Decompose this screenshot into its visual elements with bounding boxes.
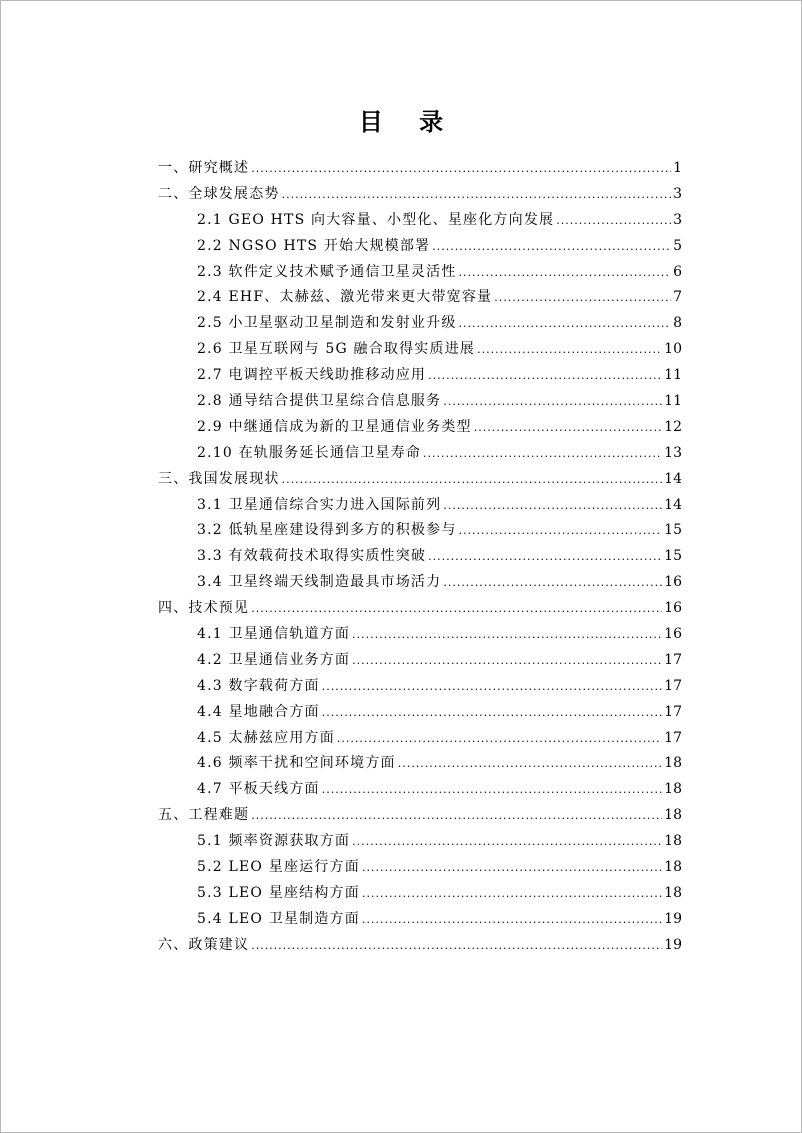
toc-entry[interactable] (158, 544, 682, 570)
toc-entry-label: 3.1 卫星通信综合实力进入国际前列 (197, 496, 442, 513)
toc-entry-label: 2.9 中继通信成为新的卫星通信业务类型 (197, 418, 472, 435)
toc-entry[interactable] (158, 726, 682, 752)
toc-entry[interactable] (158, 907, 682, 933)
toc-entry[interactable] (158, 570, 682, 596)
toc-entry-label: 五、工程难题 (158, 807, 250, 824)
toc-entry-label: 2.10 在轨服务延长通信卫星寿命 (197, 444, 422, 461)
toc-entry-page-number: 16 (664, 574, 682, 591)
toc-entry-page-number: 3 (673, 185, 682, 202)
dot-leader (556, 208, 671, 234)
toc-entry-label: 4.2 卫星通信业务方面 (197, 651, 351, 668)
toc-entry-page-number: 18 (664, 807, 682, 824)
toc-entry-page-number: 16 (664, 626, 682, 643)
toc-entry-page-number: 17 (664, 729, 682, 746)
toc-entry-page-number: 17 (664, 677, 682, 694)
dot-leader (428, 544, 662, 570)
toc-entry-page-number: 17 (664, 651, 682, 668)
toc-entry-label: 4.5 太赫兹应用方面 (197, 729, 335, 746)
toc-entry[interactable] (158, 363, 682, 389)
toc-entry-label: 5.1 频率资源获取方面 (197, 833, 351, 850)
dot-leader (362, 881, 662, 907)
toc-entry[interactable] (158, 389, 682, 415)
toc-entry-page-number: 3 (673, 211, 682, 228)
toc-entry[interactable] (158, 182, 682, 208)
dot-leader (352, 829, 662, 855)
dot-leader (251, 156, 671, 182)
toc-entry-page-number: 15 (664, 522, 682, 539)
dot-leader (352, 648, 662, 674)
toc-title: 目 录 (358, 107, 458, 136)
toc-entry-label: 2.7 电调控平板天线助推移动应用 (197, 367, 427, 384)
toc-entry-label: 4.6 频率干扰和空间环境方面 (197, 755, 396, 772)
toc-entry[interactable] (158, 674, 682, 700)
dot-leader (423, 441, 662, 467)
toc-entry-label: 4.3 数字载荷方面 (197, 677, 320, 694)
dot-leader (477, 337, 662, 363)
toc-entry-label: 2.5 小卫星驱动卫星制造和发射业升级 (197, 315, 457, 332)
toc-entry-label: 2.3 软件定义技术赋予通信卫星灵活性 (197, 263, 457, 280)
toc-entry-label: 5.4 LEO 卫星制造方面 (197, 910, 360, 927)
dot-leader (459, 311, 672, 337)
toc-entry-page-number: 19 (664, 910, 682, 927)
dot-leader (428, 363, 662, 389)
toc-entry-page-number: 18 (664, 755, 682, 772)
dot-leader (352, 622, 662, 648)
dot-leader (459, 260, 672, 286)
toc-entry[interactable] (158, 518, 682, 544)
toc-entry-page-number: 19 (664, 936, 682, 953)
toc-entry[interactable] (158, 622, 682, 648)
toc-entry-label: 3.2 低轨星座建设得到多方的积极参与 (197, 522, 457, 539)
toc-entry[interactable] (158, 415, 682, 441)
toc-entry[interactable] (158, 777, 682, 803)
toc-entry-page-number: 16 (664, 600, 682, 617)
dot-leader (494, 285, 671, 311)
toc-entry[interactable] (158, 260, 682, 286)
dot-leader (443, 570, 662, 596)
toc-entry-label: 2.1 GEO HTS 向大容量、小型化、星座化方向发展 (197, 211, 555, 228)
toc-entry[interactable] (158, 596, 682, 622)
dot-leader (459, 518, 663, 544)
toc-entry-page-number: 18 (664, 884, 682, 901)
dot-leader (282, 182, 671, 208)
toc-entry-label: 5.3 LEO 星座结构方面 (197, 884, 360, 901)
toc-entry-page-number: 13 (664, 444, 682, 461)
toc-entry-label: 3.3 有效载荷技术取得实质性突破 (197, 548, 427, 565)
toc-entry[interactable] (158, 855, 682, 881)
toc-entry-page-number: 11 (664, 367, 682, 384)
toc-entry-label: 2.8 通导结合提供卫星综合信息服务 (197, 393, 442, 410)
dot-leader (432, 234, 671, 260)
dot-leader (322, 700, 662, 726)
toc-entry[interactable] (158, 751, 682, 777)
toc-entry[interactable] (158, 829, 682, 855)
toc-entry[interactable] (158, 285, 682, 311)
toc-entry[interactable] (158, 234, 682, 260)
dot-leader (362, 855, 662, 881)
dot-leader (251, 803, 662, 829)
toc-entry[interactable] (158, 881, 682, 907)
toc-entry-label: 4.4 星地融合方面 (197, 703, 320, 720)
dot-leader (337, 726, 662, 752)
toc-entry[interactable] (158, 803, 682, 829)
toc-entry-label: 二、全球发展态势 (158, 185, 280, 202)
toc-entry[interactable] (158, 700, 682, 726)
toc-entry-page-number: 1 (673, 160, 682, 176)
toc-entry-page-number: 8 (673, 315, 682, 332)
toc-entry[interactable] (158, 337, 682, 363)
toc-entry-page-number: 7 (673, 289, 682, 306)
toc-entry-page-number: 5 (673, 237, 682, 254)
toc-entry[interactable] (158, 933, 682, 959)
toc-entry-page-number: 14 (664, 496, 682, 513)
toc-entry-label: 2.4 EHF、太赫兹、激光带来更大带宽容量 (197, 289, 493, 306)
toc-entry-page-number: 15 (664, 548, 682, 565)
toc-entry-label: 4.1 卫星通信轨道方面 (197, 626, 351, 643)
toc-entry-label: 一、研究概述 (158, 160, 250, 176)
toc-entry[interactable] (158, 648, 682, 674)
table-of-contents (158, 156, 682, 959)
toc-entry-label: 六、政策建议 (158, 936, 250, 953)
dot-leader (443, 389, 662, 415)
dot-leader (282, 467, 663, 493)
toc-entry-label: 3.4 卫星终端天线制造最具市场活力 (197, 574, 442, 591)
dot-leader (322, 674, 662, 700)
toc-entry-label: 三、我国发展现状 (158, 470, 280, 487)
toc-entry-page-number: 17 (664, 703, 682, 720)
dot-leader (398, 751, 662, 777)
toc-entry[interactable] (158, 441, 682, 467)
toc-entry-page-number: 18 (664, 859, 682, 876)
dot-leader (443, 493, 662, 519)
toc-entry-label: 4.7 平板天线方面 (197, 781, 320, 798)
toc-entry-page-number: 6 (673, 263, 682, 280)
toc-entry[interactable] (158, 467, 682, 493)
dot-leader (251, 933, 662, 959)
toc-entry-page-number: 14 (664, 470, 682, 487)
toc-entry[interactable] (158, 156, 682, 182)
dot-leader (251, 596, 662, 622)
toc-entry-label: 2.6 卫星互联网与 5G 融合取得实质进展 (197, 341, 476, 358)
toc-entry-page-number: 11 (664, 393, 682, 410)
toc-entry-label: 四、技术预见 (158, 600, 250, 617)
toc-entry-page-number: 18 (664, 781, 682, 798)
toc-entry-page-number: 10 (664, 341, 682, 358)
toc-entry-page-number: 12 (664, 418, 682, 435)
toc-entry-label: 2.2 NGSO HTS 开始大规模部署 (197, 237, 431, 254)
dot-leader (322, 777, 662, 803)
dot-leader (474, 415, 662, 441)
toc-entry-label: 5.2 LEO 星座运行方面 (197, 859, 360, 876)
toc-entry-page-number: 18 (664, 833, 682, 850)
toc-entry[interactable] (158, 311, 682, 337)
toc-entry[interactable] (158, 208, 682, 234)
toc-entry[interactable] (158, 493, 682, 519)
dot-leader (362, 907, 662, 933)
